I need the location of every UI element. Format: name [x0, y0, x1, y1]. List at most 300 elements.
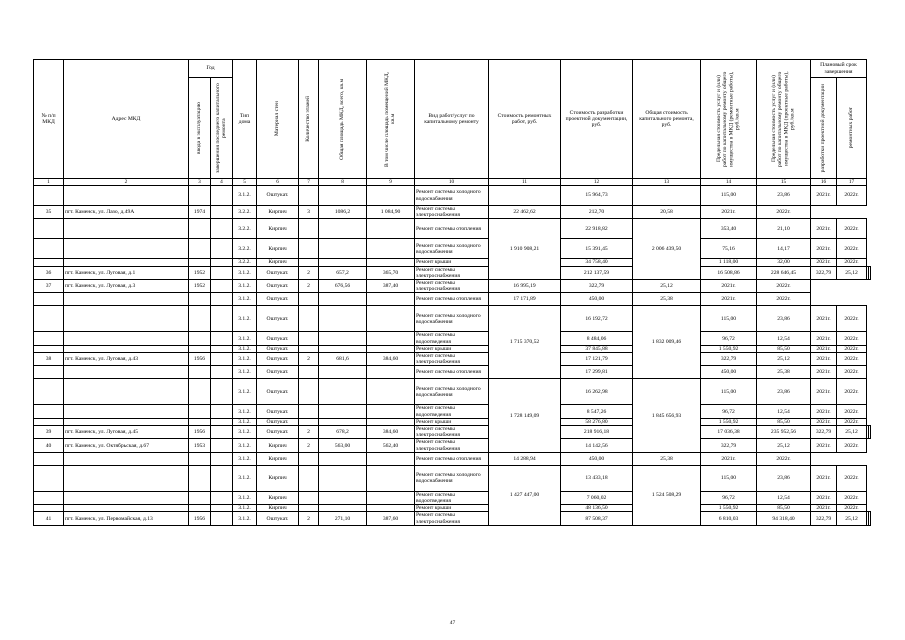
cell-limit-design: 23,86 [757, 306, 811, 332]
cell-house-type: 3.2.2. [233, 206, 257, 219]
cell-floors [299, 259, 319, 266]
cell-total-area: 676,56 [319, 280, 367, 293]
header-address: Адрес МКД [64, 60, 189, 179]
header-house-type: Тип дома [233, 60, 257, 179]
col-number: 14 [701, 179, 757, 186]
col-number: 11 [489, 179, 561, 186]
cell-limit-design: 23,86 [757, 465, 811, 491]
cell-design-cost: 15 391,45 [561, 239, 633, 259]
cell-term-repair: 2022г. [837, 491, 867, 504]
cell-living-area: 384,60 [367, 426, 415, 439]
header-year-repair-text: завершения последнего капитального ремонта [215, 83, 228, 173]
cell-limit-repair: 322,79 [701, 439, 757, 452]
cell-term-design: 2021г. [701, 280, 757, 293]
col-number: 2 [64, 179, 189, 186]
cell-living-area [367, 379, 415, 405]
cell-address [64, 219, 189, 239]
cell-limit-repair: 212,70 [561, 206, 633, 219]
cell-year-commission [189, 332, 211, 345]
cell-term-design: 2021г. [811, 332, 837, 345]
header-year-group: Год [189, 60, 233, 78]
cell-repair-cost: 1 715 370,52 [489, 306, 561, 379]
cell-house-type: 3.1.2. [233, 439, 257, 452]
cell-year-commission: 1952 [189, 280, 211, 293]
cell-address [64, 306, 189, 332]
cell-num [34, 306, 64, 332]
table-row [34, 306, 871, 332]
cell-total-area [319, 418, 367, 425]
cell-limit-design: 32,00 [757, 259, 811, 266]
cell-limit-design: 85,50 [757, 505, 811, 512]
header-year-commission-text: ввода в эксплуатацию [196, 101, 203, 155]
cell-term-design: 2021г. [811, 306, 837, 332]
cell-house-type: 3.1.2. [233, 465, 257, 491]
cell-work-type: Ремонт крыши [415, 505, 489, 512]
cell-limit-repair: 96,72 [701, 332, 757, 345]
cell-work-type: Ремонт системы отопления [415, 293, 489, 306]
cell-repair-cost: 87 508,37 [561, 512, 633, 525]
cell-year-commission: 1952 [189, 266, 211, 279]
table-row [34, 259, 871, 266]
cell-limit-repair: 1 550,92 [701, 418, 757, 425]
col-number: 9 [367, 179, 415, 186]
cell-work-type: Ремонт крыши [415, 259, 489, 266]
cell-term-repair: 2022г. [837, 186, 867, 206]
cell-address [64, 186, 189, 206]
cell-year-repair [211, 266, 233, 279]
header-limit-design [757, 60, 811, 179]
cell-wall-material: Оштукат. [257, 418, 299, 425]
cell-wall-material: Оштукат. [257, 186, 299, 206]
cell-num [34, 465, 64, 491]
cell-limit-design: 12,54 [757, 491, 811, 504]
table-row [34, 219, 871, 239]
cell-address [64, 379, 189, 405]
header-term-repair-text: ремонтных работ [848, 107, 855, 149]
header-total-area-text: Общая площадь МКД, всего, кв.м [339, 78, 346, 160]
cell-floors [299, 345, 319, 352]
cell-floors: 2 [299, 426, 319, 439]
cell-term-repair: 2022г. [837, 505, 867, 512]
cell-design-cost: 16 262,98 [561, 379, 633, 405]
table-row [34, 439, 871, 452]
header-wall-material [257, 60, 299, 179]
cell-design-cost: 48 136,50 [561, 505, 633, 512]
header-term-repair [837, 78, 867, 179]
cell-wall-material: Оштукат. [257, 332, 299, 345]
cell-term-design: 2021г. [701, 293, 757, 306]
cell-term-repair: 2022г. [837, 418, 867, 425]
cell-year-repair [211, 505, 233, 512]
cell-repair-cost: 1 910 908,21 [489, 219, 561, 280]
cell-repair-cost [489, 186, 561, 206]
cell-work-type: Ремонт крыши [415, 345, 489, 352]
header-living-area-text: В том числе площадь помещений МКД, кв.м [384, 71, 397, 167]
header-term-design-text: разработки проектной документации [820, 83, 827, 173]
cell-house-type: 3.1.2. [233, 366, 257, 379]
cell-limit-design: 12,54 [757, 405, 811, 418]
header-limit-design-text: Предельная стоимость услуг и (или) работ по капитальному ремонту общего имущества в МКД (проектные работы), руб./кв.м [771, 71, 796, 167]
header-living-area [367, 60, 415, 179]
cell-year-commission: 1956 [189, 353, 211, 366]
table-row [34, 452, 871, 465]
cell-year-repair [211, 366, 233, 379]
cell-work-type: Ремонт системы холодного водоснабжения [415, 465, 489, 491]
cell-floors [299, 293, 319, 306]
cell-house-type: 3.2.2. [233, 239, 257, 259]
cell-work-type: Ремонт системы холодного водоснабжения [415, 379, 489, 405]
cell-floors [299, 418, 319, 425]
cell-limit-repair: 322,79 [561, 280, 633, 293]
cell-floors: 3 [299, 206, 319, 219]
cell-limit-design: 20,58 [633, 206, 701, 219]
cell-house-type: 3.2.2. [233, 259, 257, 266]
cell-year-repair [211, 512, 233, 525]
cell-year-commission [189, 306, 211, 332]
cell-year-repair [211, 426, 233, 439]
cell-term-design: 2021г. [811, 418, 837, 425]
cell-year-commission [189, 465, 211, 491]
col-number: 16 [811, 179, 837, 186]
cell-living-area [367, 332, 415, 345]
cell-limit-repair: 115,00 [701, 306, 757, 332]
cell-year-repair [211, 259, 233, 266]
cell-total-area: 271,10 [319, 512, 367, 525]
cell-address [64, 452, 189, 465]
header-year-commission [189, 78, 211, 179]
cell-total-cost: 1 845 656,93 [633, 379, 701, 452]
cell-term-repair: 2022г. [837, 239, 867, 259]
cell-total-area [319, 239, 367, 259]
cell-year-repair [211, 491, 233, 504]
cell-limit-design: 25,38 [633, 452, 701, 465]
table-row [34, 345, 871, 352]
cell-num [34, 366, 64, 379]
cell-year-commission [189, 418, 211, 425]
col-number: 10 [415, 179, 489, 186]
cell-term-repair: 2022г. [757, 293, 811, 306]
cell-address [64, 345, 189, 352]
cell-year-repair [211, 239, 233, 259]
cell-wall-material: Кирпич [257, 452, 299, 465]
cell-term-design: 2021г. [811, 239, 837, 259]
cell-repair-cost: 1 427 447,00 [489, 465, 561, 525]
cell-limit-repair: 115,00 [701, 379, 757, 405]
cell-address: пгт. Каменск, ул. Луговая, д.1 [64, 266, 189, 279]
cell-term-design: 2021г. [811, 491, 837, 504]
cell-num: 40 [34, 439, 64, 452]
cell-wall-material: Оштукат. [257, 345, 299, 352]
cell-year-repair [211, 219, 233, 239]
cell-living-area [367, 418, 415, 425]
cell-living-area [367, 186, 415, 206]
cell-house-type: 3.1.2. [233, 293, 257, 306]
cell-year-commission [189, 379, 211, 405]
cell-total-cost: 235 952,56 [757, 426, 811, 439]
cell-limit-design: 25,12 [837, 426, 867, 439]
table-row [34, 405, 871, 418]
cell-address [64, 465, 189, 491]
cell-design-cost: 14 288,94 [489, 452, 561, 465]
cell-limit-repair: 115,00 [701, 186, 757, 206]
cell-house-type: 3.1.2. [233, 332, 257, 345]
cell-year-commission [189, 452, 211, 465]
cell-total-area: 681,6 [319, 353, 367, 366]
cell-limit-repair: 450,00 [561, 293, 633, 306]
cell-living-area [367, 239, 415, 259]
cell-address [64, 259, 189, 266]
cell-living-area [367, 293, 415, 306]
cell-year-commission [189, 293, 211, 306]
cell-total-area [319, 452, 367, 465]
cell-house-type: 3.1.2. [233, 353, 257, 366]
cell-floors [299, 505, 319, 512]
col-number: 17 [837, 179, 867, 186]
cell-limit-design: 23,86 [757, 186, 811, 206]
header-floors [299, 60, 319, 179]
table-row [34, 426, 871, 439]
cell-work-type: Ремонт системы электроснабжения [415, 280, 489, 293]
cell-living-area [367, 405, 415, 418]
cell-wall-material: Оштукат. [257, 306, 299, 332]
cell-term-repair: 2022г. [837, 306, 867, 332]
cell-limit-repair: 1 550,92 [701, 345, 757, 352]
cell-year-repair [211, 353, 233, 366]
cell-term-repair: 2022г. [757, 206, 811, 219]
cell-limit-repair: 115,00 [701, 465, 757, 491]
cell-term-repair: 2022г. [837, 366, 867, 379]
cell-term-repair: 2022г. [837, 332, 867, 345]
cell-year-commission [189, 186, 211, 206]
cell-design-cost: 16 995,19 [489, 280, 561, 293]
cell-term-repair: 2022г. [837, 259, 867, 266]
cell-living-area [367, 465, 415, 491]
cell-term-repair: 2022г. [837, 465, 867, 491]
cell-limit-repair: 322,79 [811, 512, 837, 525]
cell-term-repair: 2022г. [837, 353, 867, 366]
cell-work-type: Ремонт системы холодного водоснабжения [415, 239, 489, 259]
cell-wall-material: Оштукат. [257, 266, 299, 279]
cell-limit-design: 12,54 [757, 332, 811, 345]
cell-limit-design: 25,38 [633, 293, 701, 306]
cell-house-type: 3.1.2. [233, 280, 257, 293]
cell-design-cost: 8 484,06 [561, 332, 633, 345]
header-total-area [319, 60, 367, 179]
cell-num [34, 259, 64, 266]
cell-address [64, 505, 189, 512]
cell-term-design: 2021г. [811, 366, 837, 379]
cell-limit-design: 85,50 [757, 345, 811, 352]
cell-year-repair [211, 439, 233, 452]
cell-year-repair [211, 280, 233, 293]
col-number: 13 [633, 179, 701, 186]
cell-num [34, 418, 64, 425]
cell-limit-repair: 1 118,00 [701, 259, 757, 266]
cell-floors: 2 [299, 512, 319, 525]
cell-year-repair [211, 306, 233, 332]
cell-house-type: 3.1.2. [233, 512, 257, 525]
cell-work-type: Ремонт системы электроснабжения [415, 439, 489, 452]
header-num: № п/п МКД [34, 60, 64, 179]
cell-design-cost: 17 171,89 [489, 293, 561, 306]
cell-address: пгт. Каменск, ул. Луговая, д.3 [64, 280, 189, 293]
cell-term-design: 2021г. [701, 206, 757, 219]
table-row [34, 491, 871, 504]
cell-wall-material: Оштукат. [257, 512, 299, 525]
cell-year-commission [189, 366, 211, 379]
cell-limit-repair: 450,00 [701, 366, 757, 379]
cell-wall-material: Кирпич [257, 465, 299, 491]
cell-term-design: 2021г. [811, 353, 837, 366]
page-number: 47 [449, 620, 456, 626]
cell-living-area: 384,60 [367, 353, 415, 366]
cell-term-repair: 2022г. [837, 219, 867, 239]
header-floors-text: Количество этажей [305, 96, 312, 142]
cell-floors: 2 [299, 353, 319, 366]
cell-total-cost: 1 524 508,29 [633, 465, 701, 525]
cell-design-cost: 58 276,80 [561, 418, 633, 425]
cell-wall-material: Оштукат. [257, 379, 299, 405]
cell-total-area [319, 465, 367, 491]
cell-term-design: 2021г. [811, 186, 837, 206]
cell-floors [299, 239, 319, 259]
cell-num [34, 239, 64, 259]
cell-total-cost [633, 186, 701, 206]
cell-year-repair [211, 332, 233, 345]
cell-wall-material: Кирпич [257, 239, 299, 259]
cell-floors [299, 379, 319, 405]
cell-address [64, 405, 189, 418]
cell-total-area [319, 259, 367, 266]
cell-wall-material: Оштукат. [257, 426, 299, 439]
cell-year-repair [211, 186, 233, 206]
cell-floors [299, 405, 319, 418]
cell-house-type: 3.1.2. [233, 426, 257, 439]
cell-floors: 2 [299, 266, 319, 279]
cell-num: 35 [34, 206, 64, 219]
table-row [34, 465, 871, 491]
cell-living-area [367, 452, 415, 465]
cell-floors [299, 491, 319, 504]
cell-address [64, 332, 189, 345]
cell-year-repair [211, 405, 233, 418]
cell-living-area [367, 306, 415, 332]
cell-wall-material: Кирпич [257, 206, 299, 219]
cell-year-commission [189, 405, 211, 418]
cell-address: пгт. Каменск, ул. Луговая, д.45 [64, 426, 189, 439]
cell-total-area [319, 345, 367, 352]
cell-limit-design: 85,50 [757, 418, 811, 425]
cell-limit-repair: 450,00 [561, 452, 633, 465]
cell-design-cost: 14 142,56 [561, 439, 633, 452]
cell-year-repair [211, 293, 233, 306]
cell-limit-design: 25,12 [757, 439, 811, 452]
cell-living-area [367, 505, 415, 512]
cell-design-cost: 16 508,86 [701, 266, 757, 279]
cell-year-commission [189, 259, 211, 266]
table-row [34, 266, 871, 279]
cell-address: пгт. Каменск, ул. Первомайская, д.13 [64, 512, 189, 525]
cell-num: 37 [34, 280, 64, 293]
cell-total-area [319, 332, 367, 345]
cell-year-commission: 1956 [189, 512, 211, 525]
cell-limit-repair: 322,79 [701, 353, 757, 366]
cell-wall-material: Оштукат. [257, 366, 299, 379]
cell-work-type: Ремонт системы водоотведения [415, 405, 489, 418]
cell-year-commission: 1974 [189, 206, 211, 219]
cell-term-repair [869, 426, 871, 439]
cell-total-area: 657,2 [319, 266, 367, 279]
cell-num: 38 [34, 353, 64, 366]
cell-living-area: 365,70 [367, 266, 415, 279]
cell-address [64, 491, 189, 504]
cell-work-type: Ремонт системы электроснабжения [415, 512, 489, 525]
cell-term-repair: 2022г. [757, 280, 811, 293]
capital-repair-table [33, 59, 871, 526]
cell-total-area: 563,00 [319, 439, 367, 452]
cell-address: пгт. Каменск, ул. Октябрьская, д.67 [64, 439, 189, 452]
table-row [34, 505, 871, 512]
cell-floors [299, 219, 319, 239]
cell-wall-material: Кирпич [257, 491, 299, 504]
cell-limit-design: 21,10 [757, 219, 811, 239]
cell-term-repair: 2022г. [837, 439, 867, 452]
cell-work-type: Ремонт системы отопления [415, 366, 489, 379]
cell-house-type: 3.1.2. [233, 186, 257, 206]
cell-term-repair: 2022г. [837, 345, 867, 352]
cell-limit-design: 25,12 [757, 353, 811, 366]
cell-num [34, 379, 64, 405]
cell-num [34, 219, 64, 239]
cell-year-commission [189, 491, 211, 504]
cell-house-type: 3.1.2. [233, 266, 257, 279]
cell-living-area [367, 491, 415, 504]
cell-design-cost: 22 918,82 [561, 219, 633, 239]
cell-wall-material: Оштукат. [257, 293, 299, 306]
cell-house-type: 3.1.2. [233, 491, 257, 504]
cell-house-type: 3.1.2. [233, 452, 257, 465]
cell-work-type: Ремонт крыши [415, 418, 489, 425]
cell-year-commission [189, 505, 211, 512]
cell-work-type: Ремонт системы электроснабжения [415, 266, 489, 279]
cell-work-type: Ремонт системы холодного водоснабжения [415, 186, 489, 206]
table-row [34, 186, 871, 206]
cell-year-commission: 1953 [189, 439, 211, 452]
cell-house-type: 3.1.2. [233, 345, 257, 352]
cell-limit-design: 25,12 [837, 266, 867, 279]
cell-limit-repair: 96,72 [701, 405, 757, 418]
cell-total-area: 678,2 [319, 426, 367, 439]
cell-year-commission [189, 345, 211, 352]
cell-num [34, 186, 64, 206]
cell-term-repair: 2022г. [837, 379, 867, 405]
cell-num: 36 [34, 266, 64, 279]
table-row [34, 353, 871, 366]
cell-design-cost: 15 964,73 [561, 186, 633, 206]
cell-work-type: Ремонт системы отопления [415, 219, 489, 239]
table-row [34, 379, 871, 405]
cell-house-type: 3.1.2. [233, 418, 257, 425]
cell-limit-repair: 353,40 [701, 219, 757, 239]
cell-num [34, 293, 64, 306]
col-number: 6 [257, 179, 299, 186]
col-number: 12 [561, 179, 633, 186]
cell-year-repair [211, 418, 233, 425]
table-row [34, 366, 871, 379]
cell-living-area: 1 084,90 [367, 206, 415, 219]
cell-repair-cost: 212 137,59 [561, 266, 633, 279]
table-row [34, 293, 871, 306]
